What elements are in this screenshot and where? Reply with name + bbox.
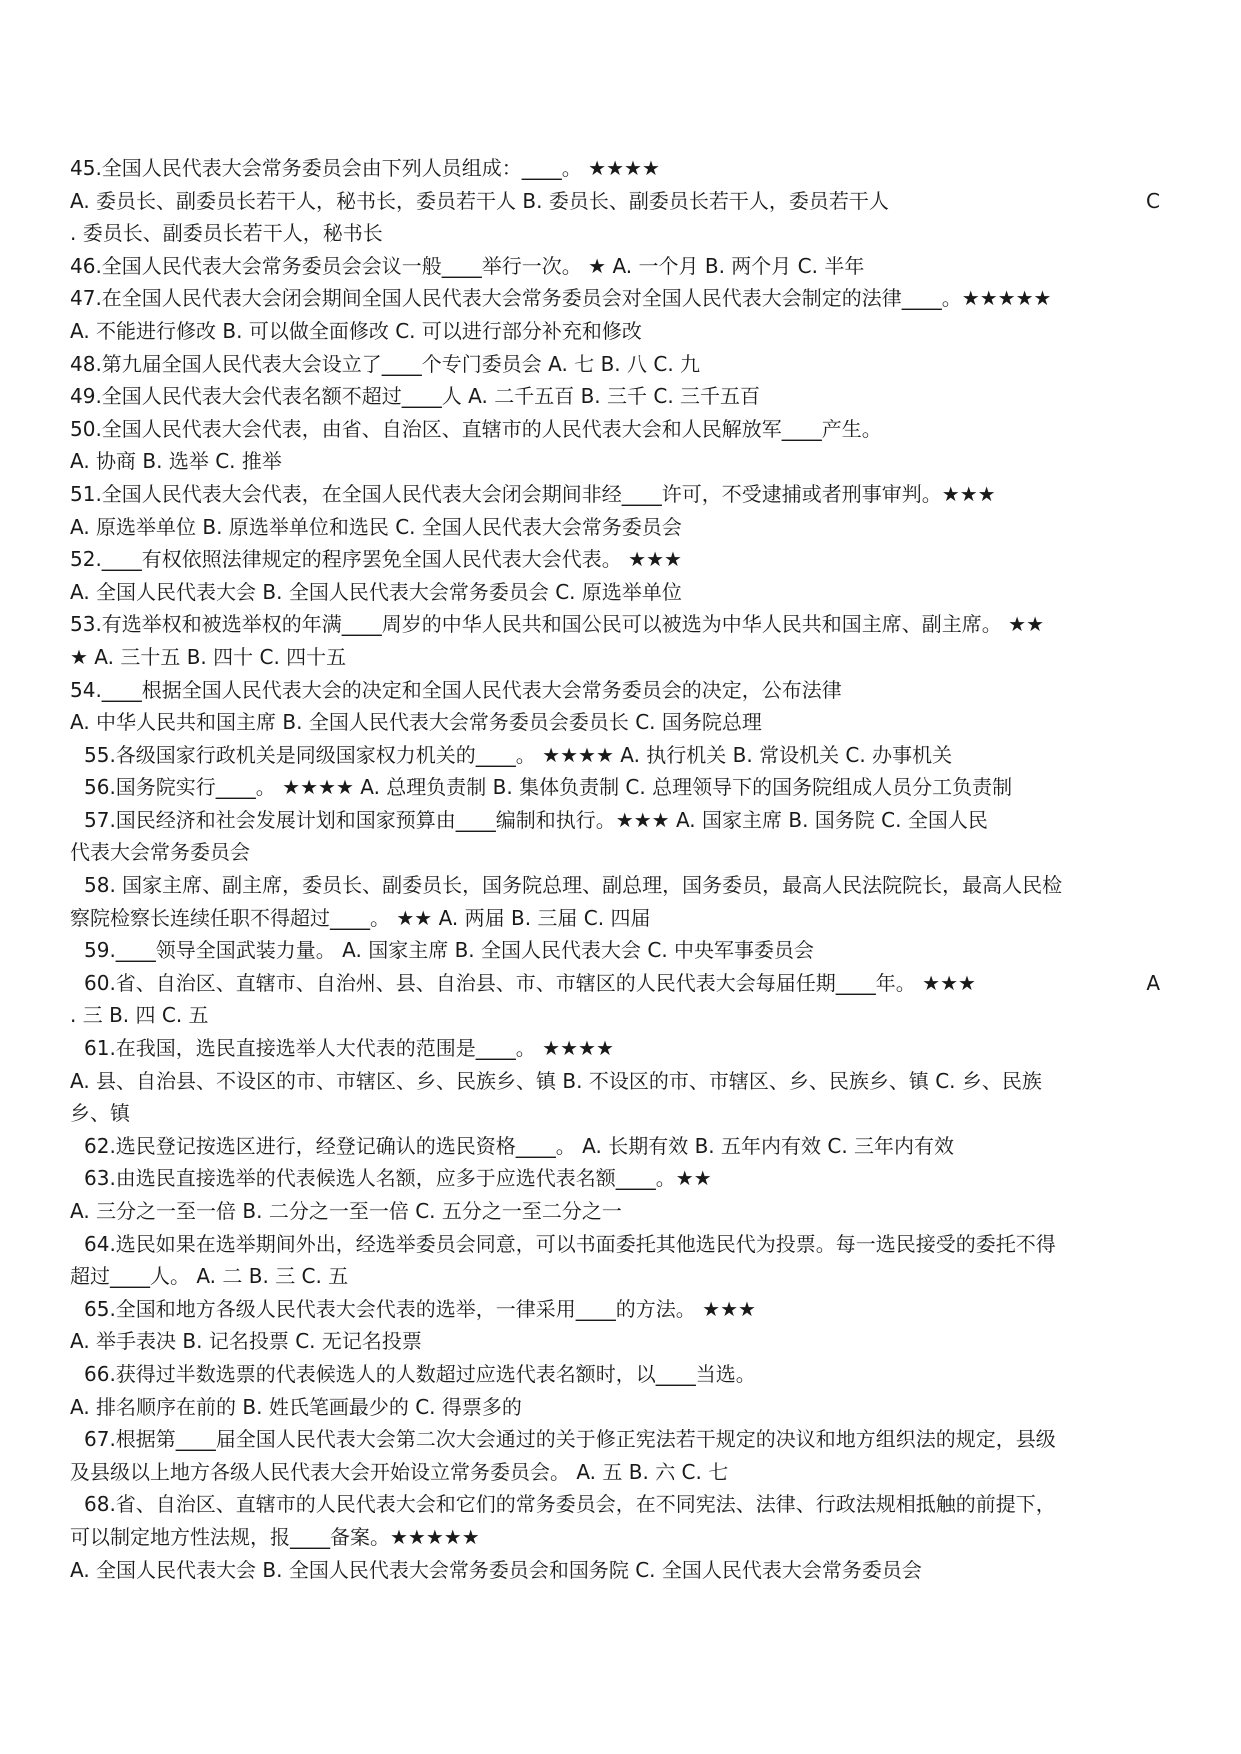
text-line: 代表大会常务委员会 (70, 840, 250, 865)
text-line: 63.由选民直接选举的代表候选人名额，应多于应选代表名额____。★★ (84, 1166, 712, 1191)
text-line: . 三 B. 四 C. 五 (70, 1003, 209, 1028)
text-line: A. 原选举单位 B. 原选举单位和选民 C. 全国人民代表大会常务委员会 (70, 514, 682, 539)
text-line: 59.____领导全国武装力量。 A. 国家主席 B. 全国人民代表大会 C. 中央军事委员会 (84, 938, 815, 963)
text-line: 53.有选举权和被选举权的年满____周岁的中华人民共和国公民可以被选为中华人民共和国主席、副主席。 ★★ (70, 612, 1045, 637)
text-line: A. 全国人民代表大会 B. 全国人民代表大会常务委员会 C. 原选举单位 (70, 579, 682, 604)
text-line: 54.____根据全国人民代表大会的决定和全国人民代表大会常务委员会的决定，公布法律 (70, 677, 842, 702)
text-line: 乡、镇 (70, 1101, 130, 1126)
document-page (70, 152, 1160, 1586)
text-line: ★ A. 三十五 B. 四十 C. 四十五 (70, 644, 347, 669)
text-line: 46.全国人民代表大会常务委员会会议一般____举行一次。 ★ A. 一个月 B. 两个月 C. 半年 (70, 253, 865, 278)
text-line-content: A. 委员长、副委员长若干人，秘书长，委员若干人 B. 委员长、副委员长若干人，委员若干人 (70, 188, 889, 213)
text-line: . 委员长、副委员长若干人，秘书长 (70, 221, 383, 246)
text-line: 66.获得过半数选票的代表候选人的人数超过应选代表名额时，以____当选。 (84, 1361, 756, 1386)
text-line: 65.全国和地方各级人民代表大会代表的选举，一律采用____的方法。 ★★★ (84, 1296, 756, 1321)
text-line: 50.全国人民代表大会代表，由省、自治区、直辖市的人民代表大会和人民解放军____产生。 (70, 416, 882, 441)
text-line: 55.各级国家行政机关是同级国家权力机关的____。 ★★★★ A. 执行机关 B. 常设机关 C. 办事机关 (84, 742, 953, 767)
text-line: 51.全国人民代表大会代表，在全国人民代表大会闭会期间非经____许可，不受逮捕或者刑事审判。★★★ (70, 481, 996, 506)
text-line: A. 举手表决 B. 记名投票 C. 无记名投票 (70, 1329, 422, 1354)
text-line: A. 全国人民代表大会 B. 全国人民代表大会常务委员会和国务院 C. 全国人民代表大会常务委员会 (70, 1557, 922, 1582)
text-line: 47.在全国人民代表大会闭会期间全国人民代表大会常务委员会对全国人民代表大会制定的法律____。★★★★★ (70, 286, 1052, 311)
text-line: 可以制定地方性法规，报____备案。★★★★★ (70, 1524, 480, 1549)
text-line (70, 967, 1160, 1000)
text-line: 45.全国人民代表大会常务委员会由下列人员组成：____。 ★★★★ (70, 156, 660, 180)
text-line: 超过____人。 A. 二 B. 三 C. 五 (70, 1264, 349, 1289)
text-line: 62.选民登记按选区进行，经登记确认的选民资格____。 A. 长期有效 B. 五年内有效 C. 三年内有效 (84, 1133, 955, 1158)
option-mark: C (1146, 188, 1160, 213)
text-line: 察院检察长连续任职不得超过____。 ★★ A. 两届 B. 三届 C. 四届 (70, 905, 651, 930)
text-line: A. 排名顺序在前的 B. 姓氏笔画最少的 C. 得票多的 (70, 1394, 522, 1419)
text-line: 61.在我国，选民直接选举人大代表的范围是____。 ★★★★ (84, 1036, 614, 1061)
option-mark: A (1146, 970, 1160, 995)
text-line-content: 60.省、自治区、直辖市、自治州、县、自治县、市、市辖区的人民代表大会每届任期____年。 ★★★ (84, 970, 976, 995)
text-line: 64.选民如果在选举期间外出，经选举委员会同意，可以书面委托其他选民代为投票。每一选民接受的委托不得 (84, 1231, 1056, 1256)
text-line: 58. 国家主席、副主席，委员长、副委员长，国务院总理、副总理，国务委员，最高人民法院院长，最高人民检 (84, 873, 1063, 898)
text-line: A. 不能进行修改 B. 可以做全面修改 C. 可以进行部分补充和修改 (70, 318, 642, 343)
text-line (70, 185, 1160, 218)
text-line: A. 协商 B. 选举 C. 推举 (70, 449, 282, 474)
text-line: 52.____有权依照法律规定的程序罢免全国人民代表大会代表。 ★★★ (70, 547, 682, 572)
text-line: A. 三分之一至一倍 B. 二分之一至一倍 C. 五分之一至二分之一 (70, 1199, 622, 1223)
text-line: A. 县、自治县、不设区的市、市辖区、乡、民族乡、镇 B. 不设区的市、市辖区、乡、民族乡、镇 C. 乡、民族 (70, 1068, 1042, 1093)
text-line: 48.第九届全国人民代表大会设立了____个专门委员会 A. 七 B. 八 C. 九 (70, 351, 701, 376)
text-line: A. 中华人民共和国主席 B. 全国人民代表大会常务委员会委员长 C. 国务院总理 (70, 710, 762, 735)
text-line: 及县级以上地方各级人民代表大会开始设立常务委员会。 A. 五 B. 六 C. 七 (70, 1459, 729, 1484)
text-line: 49.全国人民代表大会代表名额不超过____人 A. 二千五百 B. 三千 C. 三千五百 (70, 384, 761, 409)
text-line: 57.国民经济和社会发展计划和国家预算由____编制和执行。★★★ A. 国家主席 B. 国务院 C. 全国人民 (84, 807, 988, 832)
text-line: 56.国务院实行____。 ★★★★ A. 总理负责制 B. 集体负责制 C. 总理领导下的国务院组成人员分工负责制 (84, 775, 1013, 800)
text-line: 67.根据第____届全国人民代表大会第二次大会通过的关于修正宪法若干规定的决议和地方组织法的规定，县级 (84, 1427, 1056, 1452)
text-line: 68.省、自治区、直辖市的人民代表大会和它们的常务委员会，在不同宪法、法律、行政法规相抵触的前提下， (84, 1492, 1056, 1517)
